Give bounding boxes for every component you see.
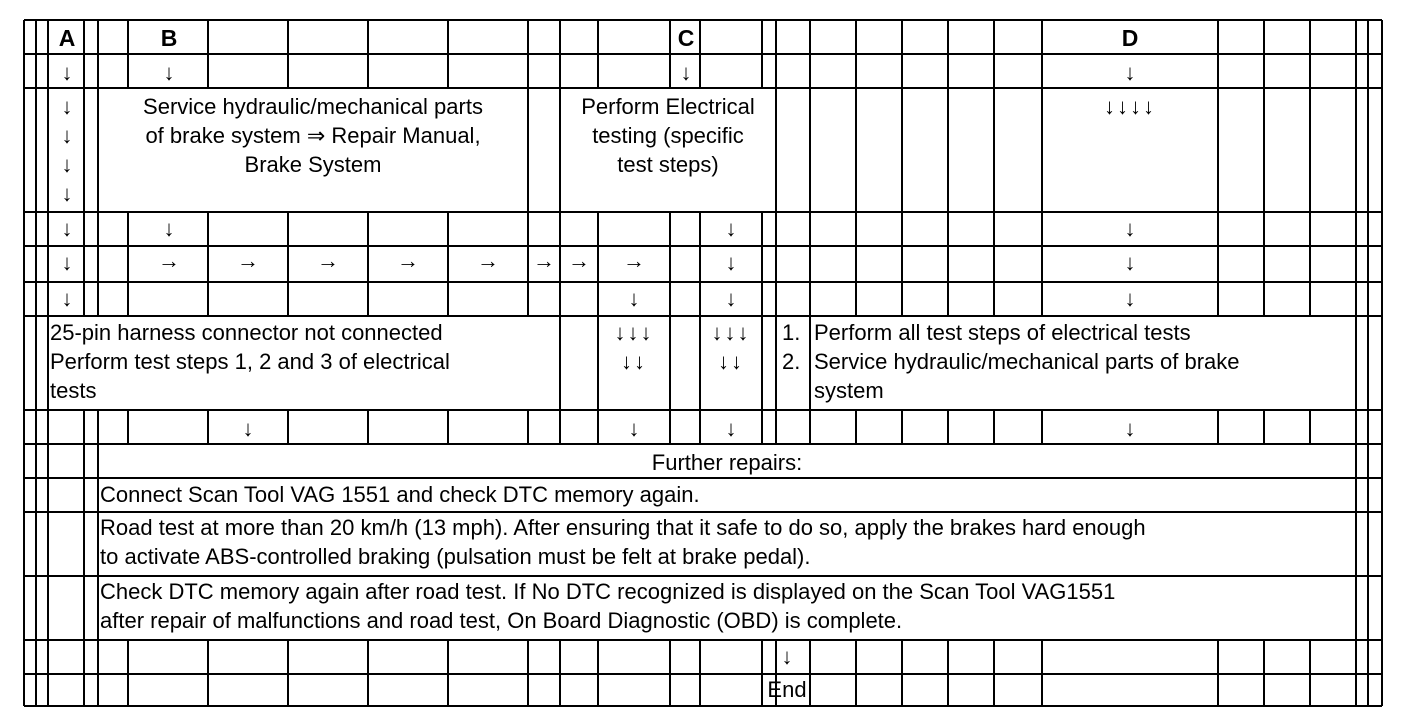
column-header-b: B — [160, 25, 178, 51]
perform-electrical-line-1: Perform Electrical — [581, 94, 755, 119]
road-test-line-1: Road test at more than 20 km/h (13 mph). After ensuring that it safe to do so, apply the brakes hard enough — [100, 515, 1146, 540]
arrow-down-c1-r6: ↓ — [628, 286, 640, 311]
steps-list — [782, 318, 1240, 405]
arrow-cluster-c1-r7 — [598, 318, 670, 376]
arrow-right-2: → — [237, 248, 259, 273]
harness-line-1: 25-pin harness connector not connected — [50, 320, 443, 345]
check-dtc-line-2: after repair of malfunctions and road test, On Board Diagnostic (OBD) is complete. — [100, 608, 903, 633]
perform-electrical-box — [560, 92, 776, 179]
arrow-down: ↓ — [61, 181, 73, 206]
arrow-down-double: ↓↓ — [621, 349, 647, 374]
harness-box — [50, 318, 450, 405]
step-text-2: Service hydraulic/mechanical parts of brake — [814, 349, 1240, 374]
arrow-down-a-r2: ↓ — [61, 60, 73, 85]
arrow-down-c2-r8: ↓ — [725, 416, 737, 441]
harness-line-3: tests — [50, 378, 97, 403]
arrow-down: ↓ — [61, 123, 73, 148]
service-hydraulic-line-3: Brake System — [244, 152, 382, 177]
arrow-down: ↓ — [61, 152, 73, 177]
arrow-right-8: → — [623, 248, 645, 273]
arrow-down-c2-r5: ↓ — [725, 250, 737, 275]
arrow-right-6: → — [533, 248, 555, 273]
further-repairs-label: Further repairs: — [651, 450, 803, 475]
perform-electrical-line-3: test steps) — [617, 152, 719, 177]
arrow-right-5: → — [477, 248, 499, 273]
step-text-3: system — [814, 378, 884, 403]
service-hydraulic-line-1: Service hydraulic/mechanical parts — [143, 94, 483, 119]
arrow-down-d-r8: ↓ — [1124, 416, 1136, 441]
connect-scan-text: Connect Scan Tool VAG 1551 and check DTC memory again. — [100, 482, 700, 507]
step-num-2: 2. — [782, 349, 801, 374]
step-item-1 — [782, 318, 1240, 347]
step-text-1: Perform all test steps of electrical tests — [814, 320, 1191, 345]
arrow-down-double: ↓↓ — [718, 349, 744, 374]
arrow-down-d-r5: ↓ — [1124, 250, 1136, 275]
service-hydraulic-box — [98, 92, 528, 179]
arrow-down-a-r6: ↓ — [61, 286, 73, 311]
column-header-a: A — [58, 25, 76, 51]
step-num-3 — [782, 376, 814, 405]
arrow-down-quad-d-r3: ↓↓↓↓ — [1104, 94, 1156, 119]
arrow-right-3: → — [317, 248, 339, 273]
arrow-down-d-r6: ↓ — [1124, 286, 1136, 311]
arrow-down-end: ↓ — [781, 644, 793, 669]
check-dtc-line-1: Check DTC memory again after road test. If No DTC recognized is displayed on the Scan Tool VAG1551 — [100, 579, 1116, 604]
arrow-stack-a-r3 — [50, 92, 84, 208]
arrow-down-b-r2: ↓ — [163, 60, 175, 85]
arrow-down-b-r8: ↓ — [242, 416, 254, 441]
end-label: End — [767, 677, 807, 702]
column-header-c: C — [677, 25, 695, 51]
arrow-cluster-c2-r7 — [700, 318, 762, 376]
arrow-down-d-r4: ↓ — [1124, 216, 1136, 241]
arrow-right-7: → — [568, 248, 590, 273]
arrow-down-a-r5: ↓ — [61, 250, 73, 275]
arrow-down-a-r4: ↓ — [61, 216, 73, 241]
arrow-down-c2-r6: ↓ — [725, 286, 737, 311]
arrow-down-d-r2: ↓ — [1124, 60, 1136, 85]
arrow-down-c2-r4: ↓ — [725, 216, 737, 241]
step-num-1: 1. — [782, 320, 801, 345]
perform-electrical-line-2: testing (specific — [592, 123, 744, 148]
arrow-down-c-r2: ↓ — [680, 60, 692, 85]
check-dtc-text — [100, 577, 1115, 635]
road-test-text — [100, 513, 1146, 571]
arrow-down-b-r4: ↓ — [163, 216, 175, 241]
arrow-down-c1-r8: ↓ — [628, 416, 640, 441]
arrow-right-1: → — [158, 248, 180, 273]
arrow-down: ↓ — [61, 94, 73, 119]
step-item-3 — [782, 376, 1240, 405]
service-hydraulic-line-2: of brake system ⇒ Repair Manual, — [145, 123, 481, 148]
harness-line-2: Perform test steps 1, 2 and 3 of electrical — [50, 349, 450, 374]
arrow-down-triple: ↓↓↓ — [711, 320, 751, 345]
arrow-right-4: → — [397, 248, 419, 273]
step-item-2 — [782, 347, 1240, 376]
road-test-line-2: to activate ABS-controlled braking (pulsation must be felt at brake pedal). — [100, 544, 811, 569]
arrow-down-triple: ↓↓↓ — [614, 320, 654, 345]
column-header-d: D — [1121, 25, 1139, 51]
